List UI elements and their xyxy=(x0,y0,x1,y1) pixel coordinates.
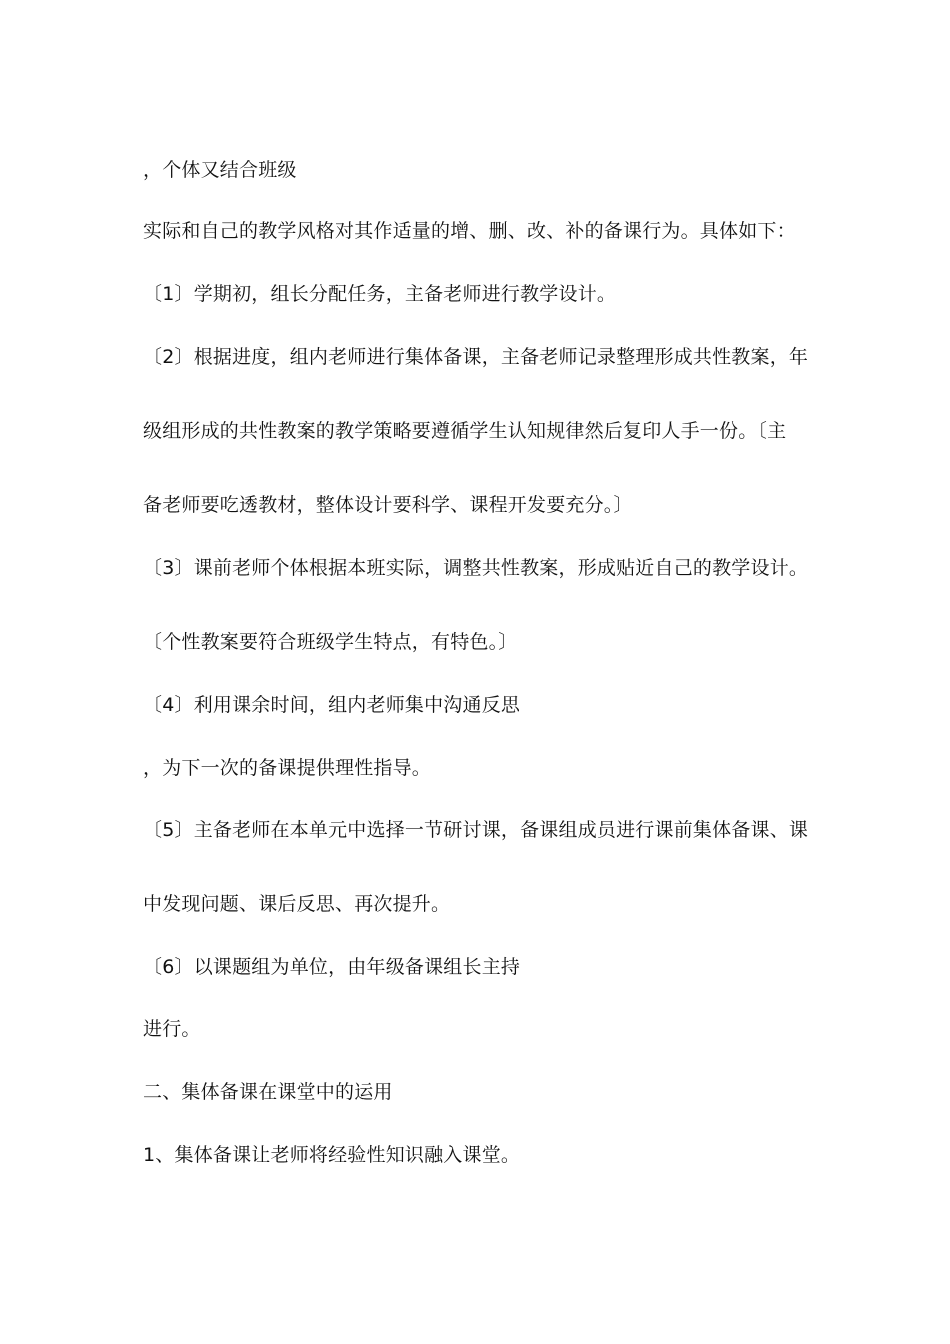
text-line-5: 级组形成的共性教案的教学策略要遵循学生认知规律然后复印人手一份。〔主 xyxy=(143,420,787,442)
text-line-14: 进行。 xyxy=(143,1018,201,1040)
text-line-4: 〔2〕根据进度，组内老师进行集体备课，主备老师记录整理形成共性教案，年 xyxy=(143,346,809,368)
text-line-10: ，为下一次的备课提供理性指导。 xyxy=(143,757,432,779)
text-line-12: 中发现问题、课后反思、再次提升。 xyxy=(143,893,451,915)
text-line-9: 〔4〕利用课余时间，组内老师集中沟通反思 xyxy=(143,694,521,716)
text-line-3: 〔1〕学期初，组长分配任务，主备老师进行教学设计。 xyxy=(143,283,617,305)
text-line-1: ，个体又结合班级 xyxy=(143,159,297,181)
text-line-7: 〔3〕课前老师个体根据本班实际，调整共性教案，形成贴近自己的教学设计。 xyxy=(143,557,809,579)
text-line-8: 〔个性教案要符合班级学生特点，有特色。〕 xyxy=(143,631,518,653)
text-line-6: 备老师要吃透教材，整体设计要科学、课程开发要充分。〕 xyxy=(143,494,633,516)
text-line-11: 〔5〕主备老师在本单元中选择一节研讨课，备课组成员进行课前集体备课、课 xyxy=(143,819,809,841)
section-heading: 二、集体备课在课堂中的运用 xyxy=(143,1081,393,1103)
text-line-2: 实际和自己的教学风格对其作适量的增、删、改、补的备课行为。具体如下： xyxy=(143,220,796,242)
text-line-16: 1、集体备课让老师将经验性知识融入课堂。 xyxy=(143,1144,521,1166)
text-line-13: 〔6〕以课题组为单位，由年级备课组长主持 xyxy=(143,956,521,978)
